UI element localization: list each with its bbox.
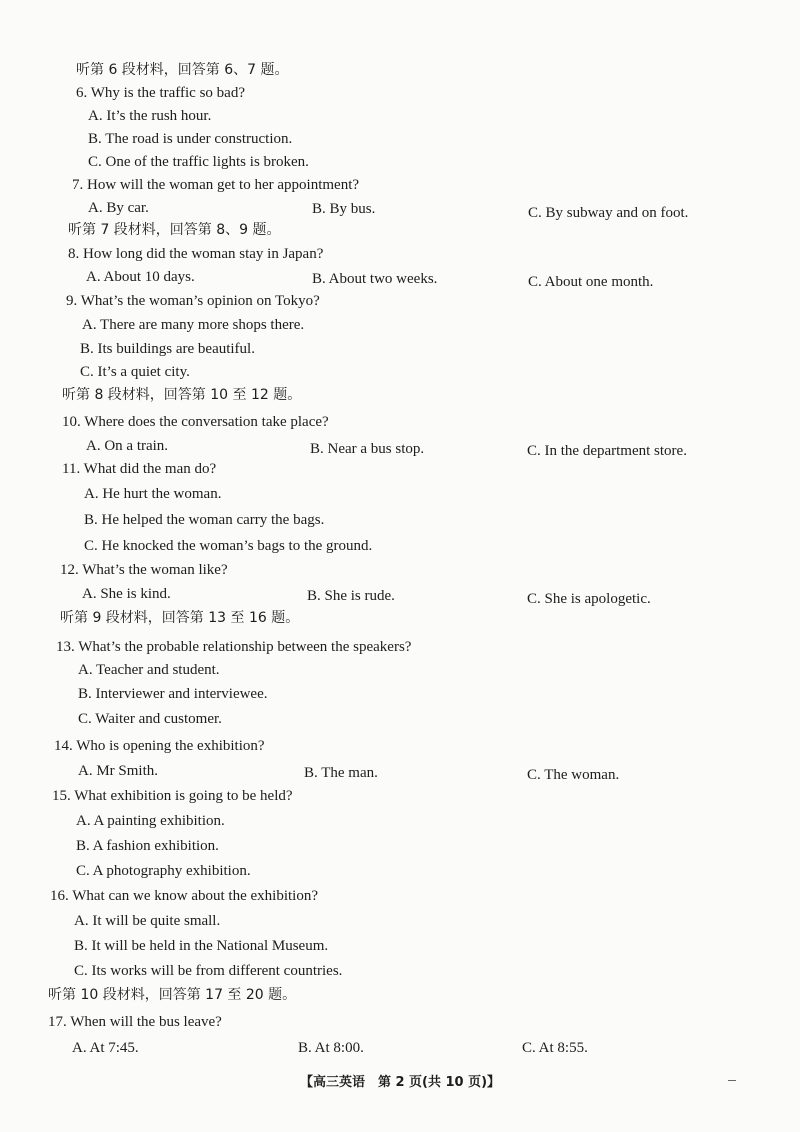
option-c: C. In the department store. xyxy=(527,443,687,459)
option-a: A. A painting exhibition. xyxy=(76,813,225,829)
option-a: A. She is kind. xyxy=(82,586,171,602)
scan-mark xyxy=(728,1080,736,1081)
question-stem: 9. What’s the woman’s opinion on Tokyo? xyxy=(66,293,320,309)
option-c: C. A photography exhibition. xyxy=(76,863,251,879)
option-c: C. Waiter and customer. xyxy=(78,711,222,727)
option-a: A. He hurt the woman. xyxy=(84,486,222,502)
option-a: A. At 7:45. xyxy=(72,1040,139,1056)
question-stem: 12. What’s the woman like? xyxy=(60,562,228,578)
option-a: A. Teacher and student. xyxy=(78,662,220,678)
option-b: B. Interviewer and interviewee. xyxy=(78,686,268,702)
option-b: B. Near a bus stop. xyxy=(310,441,425,457)
question-stem: 8. How long did the woman stay in Japan? xyxy=(68,246,324,262)
question-stem: 14. Who is opening the exhibition? xyxy=(54,738,265,754)
option-a: A. Mr Smith. xyxy=(78,763,159,779)
option-c: C. About one month. xyxy=(528,274,654,290)
option-b: B. He helped the woman carry the bags. xyxy=(84,512,325,528)
option-c: C. By subway and on foot. xyxy=(528,205,689,221)
option-b: B. Its buildings are beautiful. xyxy=(80,341,255,357)
option-c: C. She is apologetic. xyxy=(527,591,651,607)
option-b: B. A fashion exhibition. xyxy=(76,838,219,854)
option-c: C. It’s a quiet city. xyxy=(80,364,190,380)
page-footer: 【高三英语 第 2 页(共 10 页)】 xyxy=(299,1075,501,1090)
section-heading: 听第 9 段材料，回答第 13 至 16 题。 xyxy=(60,610,300,626)
option-c: C. One of the traffic lights is broken. xyxy=(88,154,309,170)
option-b: B. It will be held in the National Museum. xyxy=(74,938,329,954)
section-heading: 听第 10 段材料，回答第 17 至 20 题。 xyxy=(48,987,297,1003)
section-heading: 听第 8 段材料，回答第 10 至 12 题。 xyxy=(62,387,302,403)
option-a: A. There are many more shops there. xyxy=(82,317,305,333)
option-a: A. It’s the rush hour. xyxy=(88,108,212,124)
option-b: B. The road is under construction. xyxy=(88,131,293,147)
option-a: A. It will be quite small. xyxy=(74,913,221,929)
question-stem: 7. How will the woman get to her appointment? xyxy=(72,177,360,193)
option-a: A. About 10 days. xyxy=(86,269,195,285)
option-c: C. Its works will be from different countries. xyxy=(74,963,343,979)
section-heading: 听第 6 段材料，回答第 6、7 题。 xyxy=(76,62,289,78)
question-stem: 13. What’s the probable relationship between the speakers? xyxy=(56,639,412,655)
question-stem: 6. Why is the traffic so bad? xyxy=(76,85,245,101)
section-heading: 听第 7 段材料，回答第 8、9 题。 xyxy=(68,222,281,238)
option-c: C. He knocked the woman’s bags to the ground. xyxy=(84,538,373,554)
question-stem: 15. What exhibition is going to be held? xyxy=(52,788,293,804)
option-c: C. At 8:55. xyxy=(522,1040,588,1056)
option-b: B. The man. xyxy=(304,765,378,781)
option-b: B. She is rude. xyxy=(307,588,395,604)
option-b: B. At 8:00. xyxy=(298,1040,364,1056)
question-stem: 17. When will the bus leave? xyxy=(48,1014,222,1030)
question-stem: 11. What did the man do? xyxy=(62,461,217,477)
question-stem: 16. What can we know about the exhibition? xyxy=(50,888,318,904)
option-c: C. The woman. xyxy=(527,767,620,783)
question-stem: 10. Where does the conversation take place? xyxy=(62,414,329,430)
option-b: B. About two weeks. xyxy=(312,271,438,287)
option-b: B. By bus. xyxy=(312,201,376,217)
option-a: A. On a train. xyxy=(86,438,169,454)
option-a: A. By car. xyxy=(88,200,149,216)
